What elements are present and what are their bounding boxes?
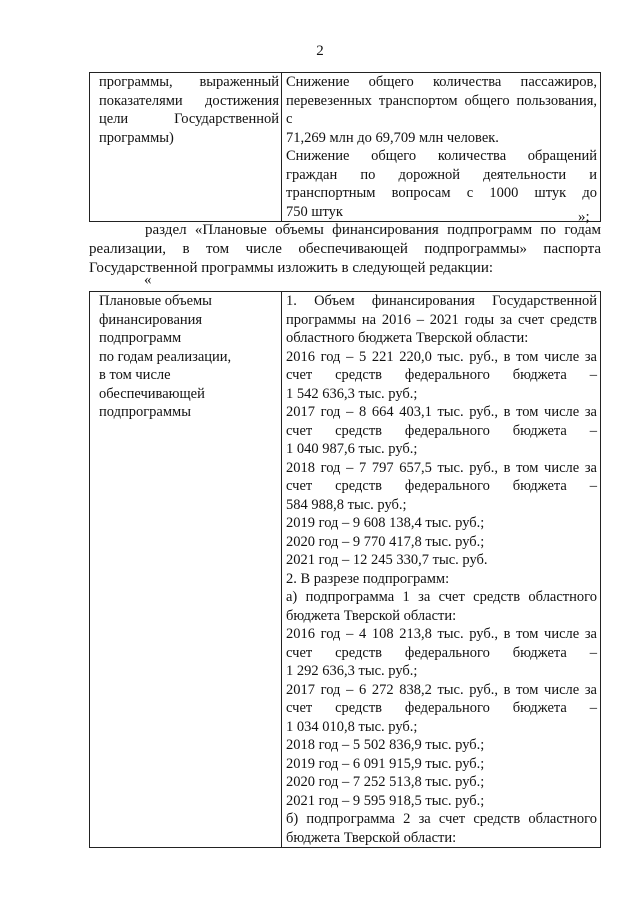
table2-left-line: финансирования xyxy=(99,311,203,328)
table2-right-line: 2019 год – 9 608 138,4 тыс. руб.; xyxy=(286,515,485,531)
table2-right-line: 1 040 987,6 тыс. руб.; xyxy=(286,441,418,457)
table2-left-line: подпрограммы xyxy=(99,404,191,420)
table1-left-line: программы) xyxy=(99,129,174,146)
table2-right-line: 2016 год – 4 108 213,8 тыс. руб., в том числе за xyxy=(286,626,597,642)
table2-left-line: в том числе xyxy=(99,367,171,383)
table1-right-cell xyxy=(282,73,601,222)
table2-right-line: 2018 год – 7 797 657,5 тыс. руб., в том числе за xyxy=(286,459,597,476)
table1-right-line: Снижение общего количества обращений xyxy=(286,148,597,164)
table2-right-line: 2. В разрезе подпрограмм: xyxy=(286,570,450,587)
table2-left-line: обеспечивающей xyxy=(99,385,205,402)
table1-left-cell xyxy=(90,73,282,222)
table1-left-line: программы, выраженный xyxy=(99,74,279,90)
table2-right-line: 2021 год – 12 245 330,7 тыс. руб. xyxy=(286,552,488,568)
table2-left-line: Плановые объемы xyxy=(99,293,212,309)
table2-right-line: 2018 год – 5 502 836,9 тыс. руб.; xyxy=(286,737,485,753)
table2-right-line: 1 034 010,8 тыс. руб.; xyxy=(286,718,418,735)
table1-left-line: показателями достижения xyxy=(99,92,279,109)
table2-right-line: бюджета Тверской области: xyxy=(286,829,457,846)
table2-right-line: 584 988,8 тыс. руб.; xyxy=(286,496,407,513)
table2-right-line: 2020 год – 7 252 513,8 тыс. руб.; xyxy=(286,774,485,790)
table2-left-line: по годам реализации, xyxy=(99,348,232,365)
amendment-paragraph xyxy=(89,221,601,278)
table1-right-line: Снижение общего количества пассажиров, xyxy=(286,74,597,90)
table2-left-line: подпрограмм xyxy=(99,330,182,346)
table2-right-cell xyxy=(282,292,601,848)
table2-right-line: областного бюджета Тверской области: xyxy=(286,330,529,346)
table1-right-line: перевезенных транспортом общего пользования, с xyxy=(286,92,597,127)
table2-right-line: 2021 год – 9 595 918,5 тыс. руб.; xyxy=(286,792,485,809)
table2-right-line: 2017 год – 8 664 403,1 тыс. руб., в том числе за xyxy=(286,404,597,420)
table2-right-line: счет средств федерального бюджета – xyxy=(286,700,597,716)
page-number: 2 xyxy=(316,43,324,59)
table2-right-line: счет средств федерального бюджета – xyxy=(286,422,597,439)
continuation-table xyxy=(89,72,601,222)
amendment-text: раздел «Плановые объемы финансирования подпрограмм по годам реализации, в том числе обеспечивающей подпрограммы» паспорта Государственной программы изложить в следующей редакции: xyxy=(89,222,601,276)
table2-right-line: счет средств федерального бюджета – xyxy=(286,367,597,383)
table2-right-line: счет средств федерального бюджета – xyxy=(286,644,597,661)
table2-right-line: 2020 год – 9 770 417,8 тыс. руб.; xyxy=(286,533,485,550)
opening-quote: « xyxy=(144,272,152,288)
table2-right-line: 2019 год – 6 091 915,9 тыс. руб.; xyxy=(286,755,485,772)
table2-right-line: 2017 год – 6 272 838,2 тыс. руб., в том числе за xyxy=(286,681,597,698)
table1-right-line: 71,269 млн до 69,709 млн человек. xyxy=(286,129,499,146)
table2-right-line: 1. Объем финансирования Государственной xyxy=(286,293,597,309)
closing-quote: »; xyxy=(578,209,590,225)
funding-table xyxy=(89,291,601,848)
table2-right-line: программы на 2016 – 2021 годы за счет средств xyxy=(286,311,597,328)
table1-left-line: цели Государственной xyxy=(99,111,279,127)
table2-right-line: а) подпрограмма 1 за счет средств областного xyxy=(286,589,597,605)
table2-right-line: 1 542 636,3 тыс. руб.; xyxy=(286,385,418,402)
table1-right-line: граждан по дорожной деятельности и xyxy=(286,166,597,183)
table2-right-line: б) подпрограмма 2 за счет средств областного xyxy=(286,811,597,827)
table2-left-cell xyxy=(90,292,282,848)
table2-right-line: бюджета Тверской области: xyxy=(286,607,457,624)
table2-right-line: счет средств федерального бюджета – xyxy=(286,478,597,494)
table1-right-line: 750 штук xyxy=(286,203,343,220)
table1-right-line: транспортным вопросам с 1000 штук до xyxy=(286,185,597,201)
table2-right-line: 2016 год – 5 221 220,0 тыс. руб., в том числе за xyxy=(286,348,597,365)
table2-right-line: 1 292 636,3 тыс. руб.; xyxy=(286,663,418,679)
